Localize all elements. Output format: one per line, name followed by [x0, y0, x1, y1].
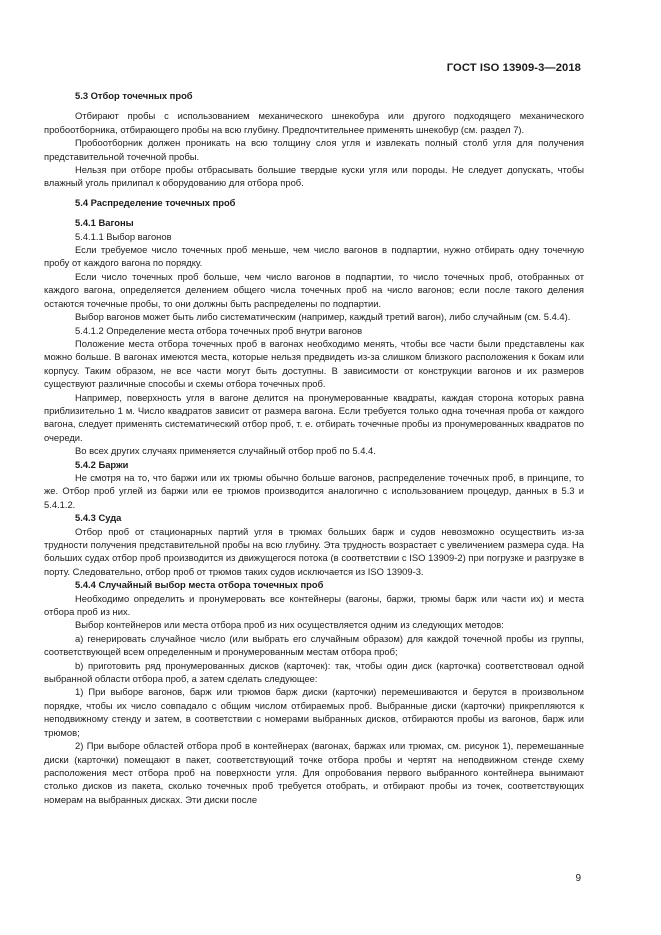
paragraph: Выбор вагонов может быть либо систематическим (например, каждый третий вагон), либо случайным (см. 5.4.4).: [75, 311, 571, 323]
section-5-4-4-heading: 5.4.4 Случайный выбор места отбора точечных проб: [75, 579, 324, 591]
section-5-3-heading: 5.3 Отбор точечных проб: [75, 90, 193, 101]
list-item: 1) При выборе вагонов, барж или трюмов барж диски (карточки) перемешиваются и берутся в произвольном порядке, чтобы их число совпадало с общим числом отбираемых проб. Выбранные диски (карточки) прикрепляются к неподвижному стенду и затем, в соответствии с номерами выбранных дисков, отбираются пробы из вагонов, барж или трюмов;: [44, 686, 584, 738]
paragraph: Нельзя при отборе пробы отбрасывать большие твердые куски угля или породы. Не следует допускать, чтобы влажный уголь прилипал к оборудованию для отбора проб.: [44, 164, 584, 189]
list-item: 2) При выборе областей отбора проб в контейнерах (вагонах, баржах или трюмах, см. рисунок 1), перемешанные диски (карточки) помещают в пакет, соответствующий точке отбора пробы и чертят на неподвижном стенде схему расположения мест отбора проб на поверхности угля. Для опробования первого выбранного контейнера вынимают столько дисков из пакета, сколько точечных проб требуется отобрать, и отбирают пробы из точек, соответствующих номерам на выбранных дисках. Эти диски после: [44, 740, 584, 805]
section-5-4-2-heading: 5.4.2 Баржи: [75, 458, 129, 470]
paragraph: Необходимо определить и пронумеровать все контейнеры (вагоны, баржи, трюмы барж или части их) и места отбора проб из них.: [44, 592, 584, 618]
standard-header: ГОСТ ISO 13909-3—2018: [446, 62, 581, 74]
list-item: a) генерировать случайное число (или выбрать его случайным образом) для каждой точечной пробы из группы, соответствующей всем определенным и пронумерованным местам отбора проб;: [44, 632, 584, 658]
paragraph: Во всех других случаях применяется случайный отбор проб по 5.4.4.: [75, 445, 376, 457]
paragraph: Отбирают пробы с использованием механического шнекобура или другого подходящего механического пробоотборника, отбирающего пробы на всю глубину. Предпочтительнее применять шнекобур (см. раздел 7).: [44, 110, 584, 135]
page-number: 9: [575, 873, 581, 884]
page-body: [44, 89, 584, 806]
paragraph: Положение места отбора точечных проб в вагонах необходимо менять, чтобы все части были представлены как можно больше. В вагонах имеются места, которые нельзя предвидеть из-за слишком близкого расположения к бокам или корпусу. Таким образом, не все части могут быть доступны. В зависимости от конструкции вагонов и их размеров существуют различные способы и схемы отбора точечных проб.: [44, 337, 584, 390]
section-5-4-1-heading: 5.4.1 Вагоны: [75, 217, 134, 229]
section-5-4-3-heading: 5.4.3 Суда: [75, 512, 122, 524]
paragraph: Не смотря на то, что баржи или их трюмы обычно больше вагонов, распределение точечных проб, в принципе, то же. Отбор проб углей из баржи или ее трюмов производится аналогично с использованием процедур, данных в 5.3 и 5.4.1.2.: [44, 471, 584, 510]
paragraph: Отбор проб от стационарных партий угля в трюмах больших барж и судов невозможно осуществить из-за трудности получения представительной пробы на всю глубину. Эта трудность возрастает с увеличением размера суда. На больших судах отбор проб производится из движущегося потока (в соответствии с ISO 13909-2) при погрузке и разгрузке в порту. Следовательно, отбор проб от трюмов таких судов исключается из ISO 13909-3.: [44, 525, 584, 577]
paragraph: Например, поверхность угля в вагоне делится на пронумерованные квадраты, каждая сторона которых равна приблизительно 1 м. Число квадратов зависит от размера вагона. Если требуется только одна точечная проба от каждого вагона, следует применять систематический отбор проб, т. е. отбирать точечные пробы из пронумерованных квадратов по очереди.: [44, 391, 584, 443]
section-5-4-1-2-heading: 5.4.1.2 Определение места отбора точечных проб внутри вагонов: [75, 324, 363, 336]
list-item: b) приготовить ряд пронумерованных дисков (карточек): так, чтобы один диск (карточка) соответствовал одной выбранной области отбора проб, а затем сделать следующее:: [44, 659, 584, 685]
paragraph: Если требуемое число точечных проб меньше, чем число вагонов в подпартии, нужно отбирать одну точечную пробу от каждого вагона по порядку.: [44, 244, 584, 269]
paragraph: Если число точечных проб больше, чем число вагонов в подпартии, то число точечных проб, отобранных от каждого вагона, определяется делением общего числа точечных проб на число вагонов; если после такого деления остаются точечные пробы, то они должны быть распределены по подпартии.: [44, 270, 584, 309]
section-5-4-heading: 5.4 Распределение точечных проб: [75, 196, 236, 208]
paragraph: Выбор контейнеров или места отбора проб из них осуществляется одним из следующих методов:: [75, 619, 504, 631]
section-5-4-1-1-heading: 5.4.1.1 Выбор вагонов: [75, 230, 172, 242]
paragraph: Пробоотборник должен проникать на всю толщину слоя угля и извлекать полный столб угля для получения представительной точечной пробы.: [44, 137, 584, 162]
